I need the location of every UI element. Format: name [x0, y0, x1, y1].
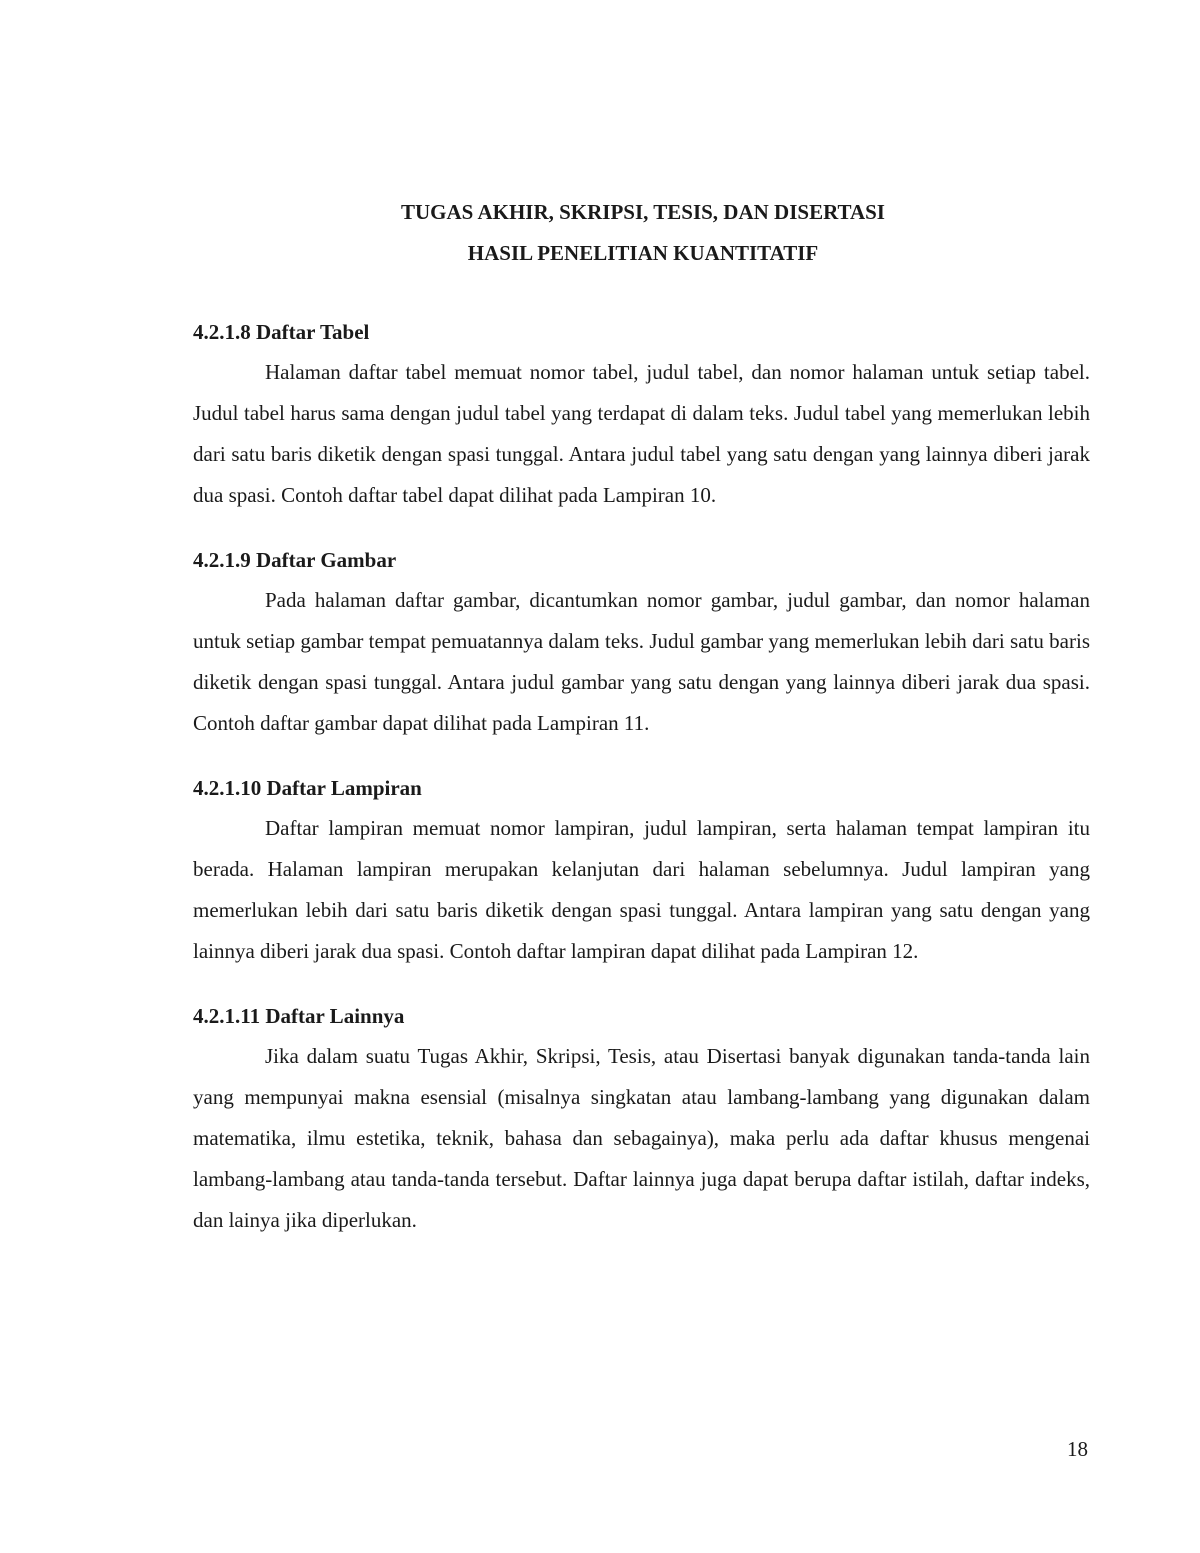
section-heading: 4.2.1.11 Daftar Lainnya — [193, 1004, 405, 1028]
page-number: 18 — [1067, 1437, 1088, 1461]
section-heading: 4.2.1.8 Daftar Tabel — [193, 320, 370, 344]
section-heading: 4.2.1.9 Daftar Gambar — [193, 548, 397, 572]
section-daftar-gambar — [193, 540, 1090, 744]
section-paragraph: Jika dalam suatu Tugas Akhir, Skripsi, Tesis, atau Disertasi banyak digunakan tanda-tanda lain yang mempunyai makna esensial (misalnya singkatan atau lambang-lambang yang digunakan dalam matematika, ilmu estetika, teknik, bahasa dan sebagainya), maka perlu ada daftar khusus mengenai lambang-lambang atau tanda-tanda tersebut. Daftar lainnya juga dapat berupa daftar istilah, daftar indeks, dan lainya jika diperlukan. — [193, 1044, 1090, 1232]
header-title-line-1: TUGAS AKHIR, SKRIPSI, TESIS, DAN DISERTASI — [401, 200, 885, 224]
section-daftar-lampiran — [193, 768, 1090, 972]
header-title-line-2: HASIL PENELITIAN KUANTITATIF — [467, 241, 819, 265]
section-heading: 4.2.1.10 Daftar Lampiran — [193, 776, 422, 800]
document-content — [193, 312, 1090, 1265]
document-header — [193, 192, 1093, 274]
section-paragraph: Halaman daftar tabel memuat nomor tabel, judul tabel, dan nomor halaman untuk setiap tabel. Judul tabel harus sama dengan judul tabel yang terdapat di dalam teks. Judul tabel yang memerlukan lebih dari satu baris diketik dengan spasi tunggal. Antara judul tabel yang satu dengan yang lainnya diberi jarak dua spasi. Contoh daftar tabel dapat dilihat pada Lampiran 10. — [193, 360, 1090, 507]
section-paragraph: Pada halaman daftar gambar, dicantumkan nomor gambar, judul gambar, dan nomor halaman untuk setiap gambar tempat pemuatannya dalam teks. Judul gambar yang memerlukan lebih dari satu baris diketik dengan spasi tunggal. Antara judul gambar yang satu dengan yang lainnya diberi jarak dua spasi. Contoh daftar gambar dapat dilihat pada Lampiran 11. — [193, 588, 1090, 735]
section-daftar-lainnya — [193, 996, 1090, 1241]
section-daftar-tabel — [193, 312, 1090, 516]
section-paragraph: Daftar lampiran memuat nomor lampiran, judul lampiran, serta halaman tempat lampiran itu berada. Halaman lampiran merupakan kelanjutan dari halaman sebelumnya. Judul lampiran yang memerlukan lebih dari satu baris diketik dengan spasi tunggal. Antara lampiran yang satu dengan yang lainnya diberi jarak dua spasi. Contoh daftar lampiran dapat dilihat pada Lampiran 12. — [193, 816, 1090, 963]
